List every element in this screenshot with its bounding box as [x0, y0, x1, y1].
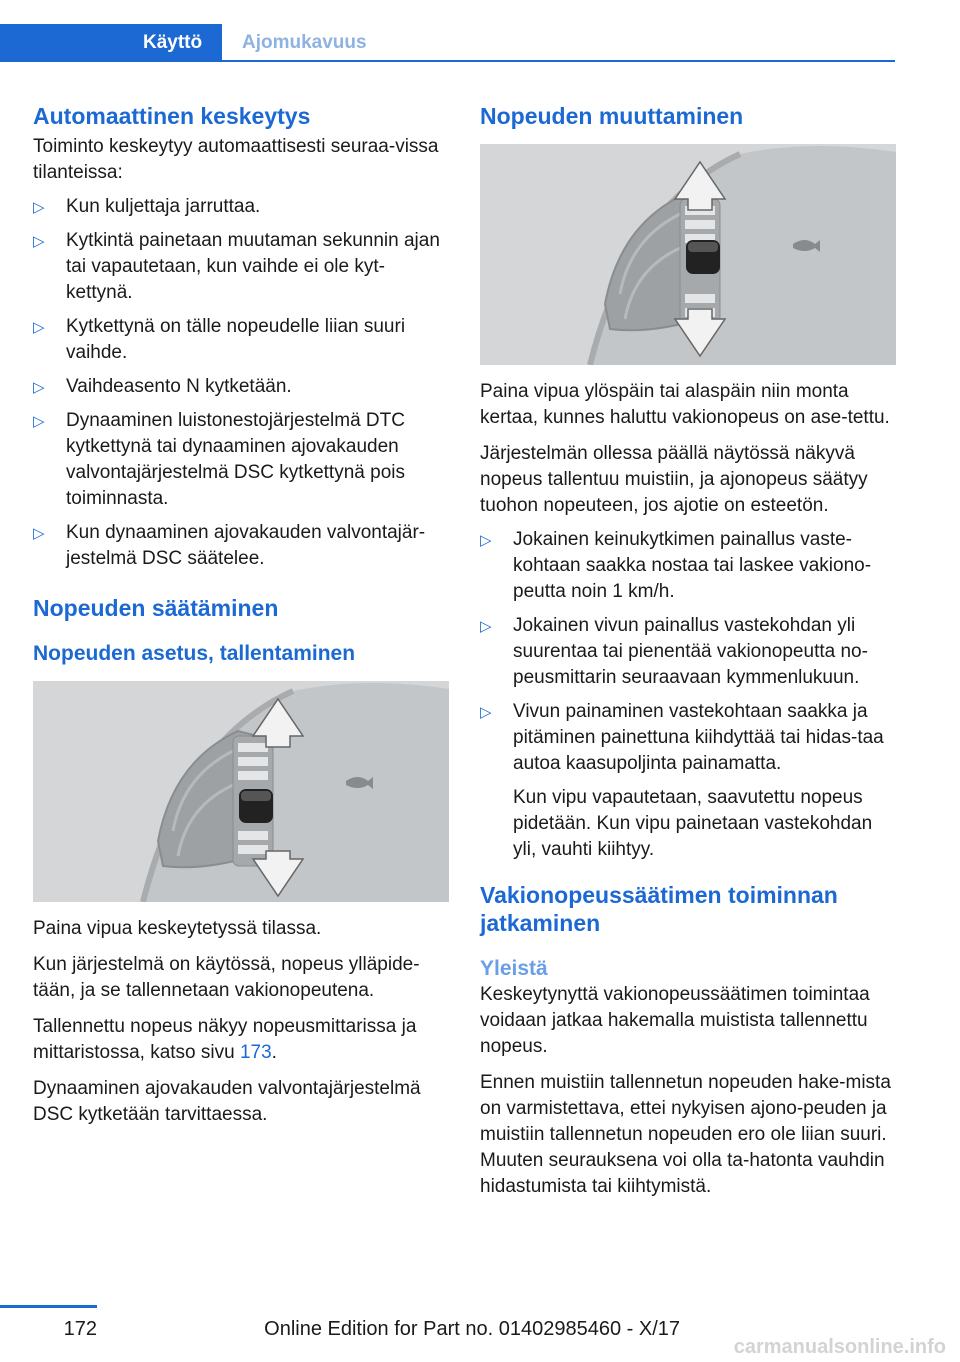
list-item: ▷ Kun dynaaminen ajovakauden valvontajär-jestelmä DSC säätelee.: [33, 522, 426, 569]
resume-heading: Vakionopeussäätimen toiminnan jatkaminen: [480, 882, 838, 936]
triangle-bullet-icon: ▷: [480, 618, 492, 635]
triangle-bullet-icon: ▷: [33, 379, 45, 396]
triangle-bullet-icon: ▷: [480, 704, 492, 721]
list-item: ▷ Kytkintä painetaan muutaman sekunnin ajan tai vapautetaan, kun vaihde ei ole kyt-kettynä.: [33, 230, 440, 303]
triangle-bullet-icon: ▷: [33, 319, 45, 336]
page-number: 172: [63, 1318, 97, 1340]
steering-wheel-illustration-2: [480, 144, 896, 365]
page-reference-link[interactable]: 173: [239, 1042, 272, 1063]
speed-set-p2: Kun järjestelmä on käytössä, nopeus ylläpide-tään, ja se tallennetaan vakionopeutena.: [33, 954, 420, 1001]
list-item: ▷ Dynaaminen luistonestojärjestelmä DTC kytkettynä tai dynaaminen ajovakauden valvontajärjestelmä DSC kytkettynä pois toiminnasta.: [33, 410, 405, 509]
steering-wheel-illustration: [33, 681, 449, 902]
list-item: ▷ Kun kuljettaja jarruttaa.: [33, 194, 449, 220]
triangle-bullet-icon: ▷: [33, 413, 45, 430]
list-item: ▷ Kytkettynä on tälle nopeudelle liian suuri vaihde.: [33, 316, 406, 363]
triangle-bullet-icon: ▷: [33, 199, 45, 216]
speed-change-p1: Paina vipua ylöspäin tai alaspäin niin monta kertaa, kunnes haluttu vakionopeus on ase-tettu.: [480, 381, 890, 428]
triangle-bullet-icon: ▷: [480, 532, 492, 549]
watermark: carmanualsonline.info: [733, 1336, 946, 1358]
speed-set-subheading: Nopeuden asetus, tallentaminen: [33, 642, 356, 665]
list-item: ▷ Jokainen vivun painallus vastekohdan yli suurentaa tai pienentää vakionopeutta no-peusmittarin seuraavaan kymmenlukuun.: [480, 615, 868, 688]
section-tab[interactable]: Ajomukavuus: [242, 32, 367, 53]
speed-set-p4: Dynaaminen ajovakauden valvontajärjestelmä DSC kytketään tarvittaessa.: [33, 1078, 421, 1125]
triangle-bullet-icon: ▷: [33, 233, 45, 250]
chapter-tab-active[interactable]: Käyttö: [0, 24, 222, 62]
list-item-note: Kun vipu vapautetaan, saavutettu nopeus pidetään. Kun vipu painetaan vastekohdan yli, vauhti kiihtyy.: [513, 787, 873, 860]
page-header: [0, 0, 895, 62]
resume-p1: Keskeytynyttä vakionopeussäätimen toimintaa voidaan jatkaa hakemalla muistista tallennettu nopeus.: [480, 984, 870, 1057]
right-column: [480, 102, 896, 1200]
list-item: ▷ Vivun painaminen vastekohtaan saakka ja pitäminen painettuna kiihdyttää tai hidas-taa autoa kaasupoljinta painamatta. Kun vipu vapautetaan, saavutettu nopeus pidetään. Kun vipu painetaan vastekohdan yli, vauhti kiihtyy.: [480, 699, 896, 863]
speed-adjust-heading: Nopeuden säätäminen: [33, 595, 279, 621]
steering-wheel-lever-figure: [33, 681, 449, 902]
speed-set-p3: Tallennettu nopeus näkyy nopeusmittarissa ja mittaristossa, katso sivu 173.: [33, 1016, 417, 1063]
footer-rule: [0, 1305, 97, 1308]
auto-pause-intro: Toiminto keskeytyy automaattisesti seuraa-vissa tilanteissa:: [33, 136, 439, 183]
list-item: ▷ Jokainen keinukytkimen painallus vaste-kohtaan saakka nostaa tai laskee vakiono-peutta noin 1 km/h.: [480, 529, 872, 602]
edition-note: Online Edition for Part no. 01402985460 - X/17: [264, 1318, 680, 1340]
auto-pause-heading: Automaattinen keskeytys: [33, 103, 311, 129]
auto-pause-list: [33, 194, 449, 572]
speed-change-list: [480, 527, 896, 863]
triangle-bullet-icon: ▷: [33, 525, 45, 542]
speed-change-p2: Järjestelmän ollessa päällä näytössä näkyvä nopeus tallentuu muistiin, ja ajonopeus säätyy tuohon nopeuteen, jos ajotie on esteetön.: [480, 443, 868, 516]
speed-set-p1: Paina vipua keskeytetyssä tilassa.: [33, 918, 322, 939]
steering-wheel-lever-figure-2: [480, 144, 896, 365]
resume-p2: Ennen muistiin tallennetun nopeuden hake-mista on varmistettava, ettei nykyisen ajono-peuden ja muistiin tallennetun nopeuden ero ole liian suuri. Muuten seurauksena voi olla ta-hatonta vauhdin hidastumista tai kiihtymistä.: [480, 1072, 891, 1197]
resume-subheading: Yleistä: [480, 957, 548, 980]
list-item: ▷ Vaihdeasento N kytketään.: [33, 374, 449, 400]
left-column: [33, 102, 449, 1128]
header-rule: [0, 60, 895, 62]
speed-change-heading: Nopeuden muuttaminen: [480, 103, 744, 129]
